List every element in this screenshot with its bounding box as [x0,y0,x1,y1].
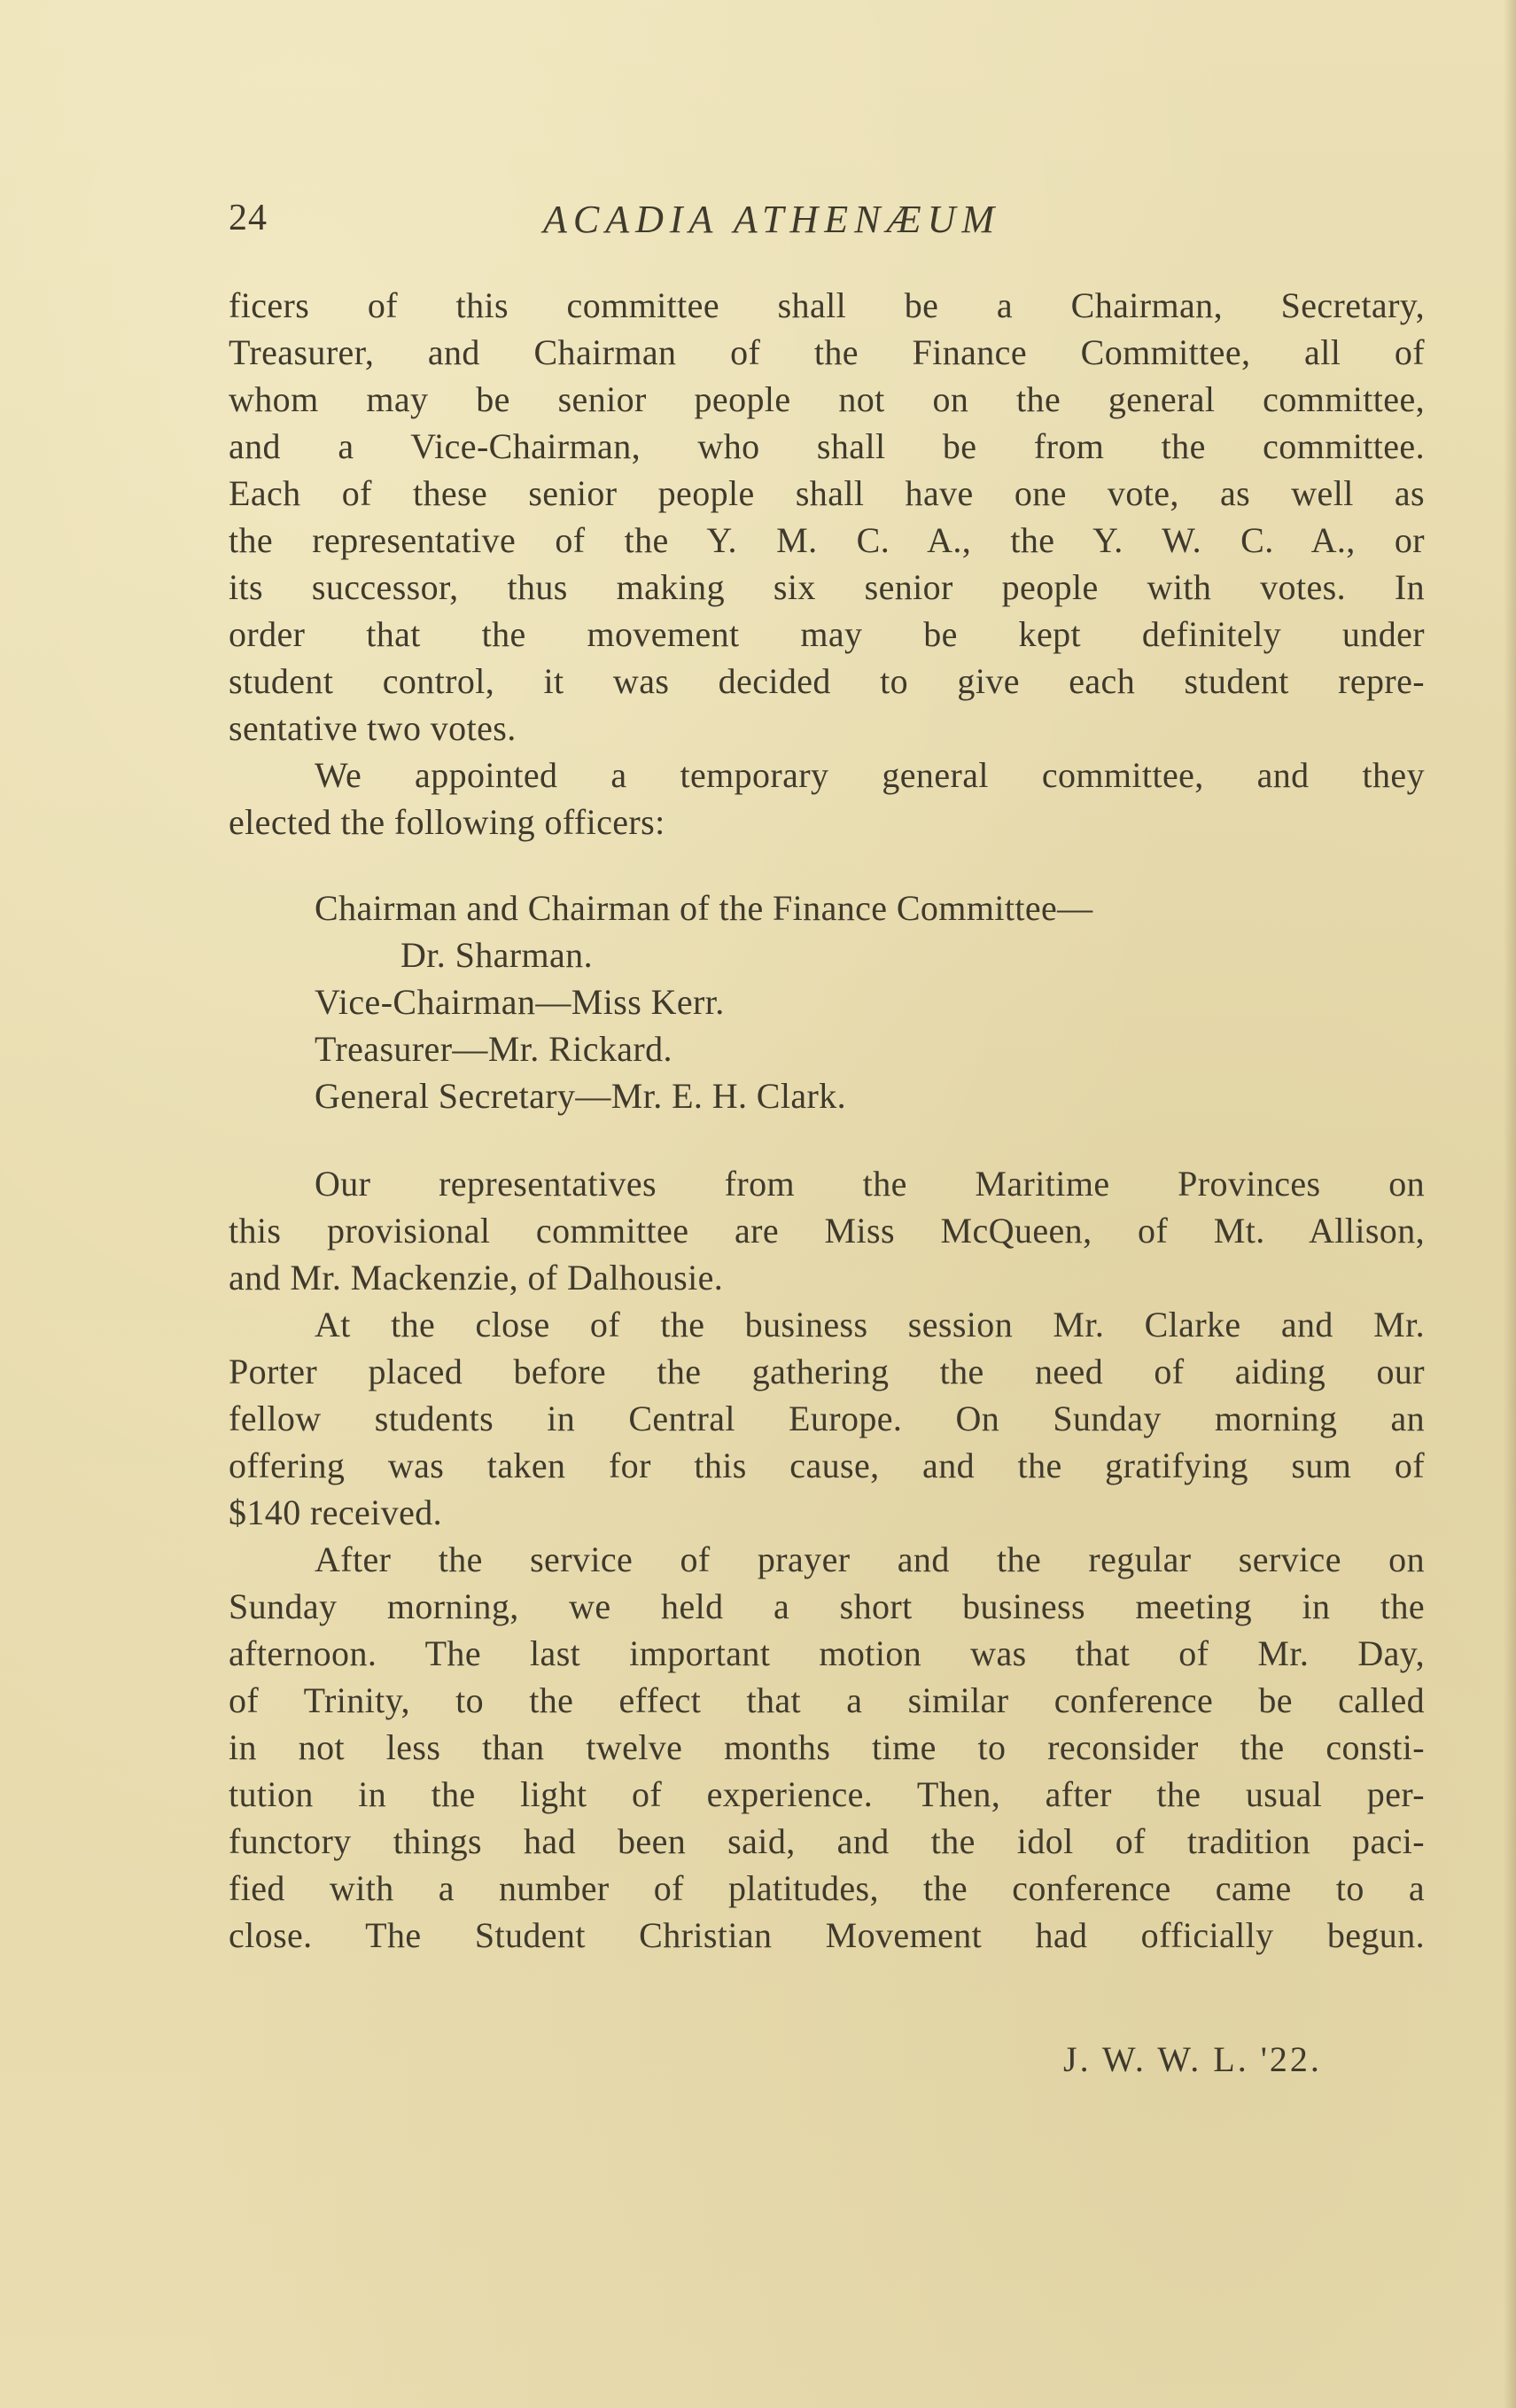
text-line: whom may be senior people not on the general committee, [229,379,1425,419]
text-line: ficers of this committee shall be a Chairman, Secretary, [229,285,1425,325]
text-line: functory things had been said, and the idol of tradition paci- [229,1821,1425,1861]
officer-entry: Chairman and Chairman of the Finance Committee— [315,888,1093,928]
text-line: its successor, thus making six senior people with votes. In [229,567,1425,607]
text-line: Treasurer, and Chairman of the Finance Committee, all of [229,332,1425,372]
officers-list [229,884,1425,1119]
paragraph-committee-officers [229,282,1425,752]
article-body [229,282,1425,1959]
page-number: 24 [229,198,268,238]
paragraph-temporary-committee [229,752,1425,846]
text-line: fellow students in Central Europe. On Sunday morning an [229,1399,1425,1438]
paragraph-representatives [229,1160,1425,1301]
text-line: sentative two votes. [229,708,517,748]
paragraph-business-session [229,1301,1425,1536]
officer-entry: Dr. Sharman. [400,935,593,975]
text-line: afternoon. The last important motion was that of Mr. Day, [229,1633,1425,1673]
text-line: of Trinity, to the effect that a similar conference be called [229,1680,1425,1720]
text-line: and Mr. Mackenzie, of Dalhousie. [229,1258,724,1298]
text-line: the representative of the Y. M. C. A., the Y. W. C. A., or [229,520,1425,560]
officer-entry: Vice-Chairman—Miss Kerr. [315,982,725,1022]
author-signature: J. W. W. L. '22. [1063,2039,1322,2079]
spacer [229,846,1425,884]
text-line: We appointed a temporary general committee, and they [315,755,1425,795]
text-line: Our representatives from the Maritime Provinces on [315,1164,1425,1204]
page-edge-shadow [1504,0,1516,2408]
text-line: Each of these senior people shall have one vote, as well as [229,473,1425,513]
running-head [229,197,1070,250]
text-line: close. The Student Christian Movement had officially begun. [229,1915,1425,1955]
text-line: fied with a number of platitudes, the conference came to a [229,1868,1425,1908]
text-line: At the close of the business session Mr. Clarke and Mr. [315,1305,1425,1344]
journal-title: ACADIA ATHENÆUM [543,198,1001,241]
text-line: this provisional committee are Miss McQueen, of Mt. Allison, [229,1211,1425,1251]
text-line: elected the following officers: [229,802,665,842]
spacer [229,1119,1425,1160]
text-line: $140 received. [229,1492,443,1532]
text-line: order that the movement may be kept definitely under [229,614,1425,654]
text-line: After the service of prayer and the regular service on [315,1539,1425,1579]
text-line: tution in the light of experience. Then, after the usual per- [229,1774,1425,1814]
officer-entry: Treasurer—Mr. Rickard. [315,1029,672,1069]
officer-entry: General Secretary—Mr. E. H. Clark. [315,1076,847,1116]
text-line: in not less than twelve months time to reconsider the consti- [229,1727,1425,1767]
text-line: Porter placed before the gathering the need of aiding our [229,1352,1425,1391]
text-line: Sunday morning, we held a short business meeting in the [229,1586,1425,1626]
text-line: and a Vice-Chairman, who shall be from the committee. [229,426,1425,466]
paragraph-conference-close [229,1536,1425,1959]
text-line: offering was taken for this cause, and the gratifying sum of [229,1446,1425,1485]
text-line: student control, it was decided to give each student repre- [229,661,1425,701]
